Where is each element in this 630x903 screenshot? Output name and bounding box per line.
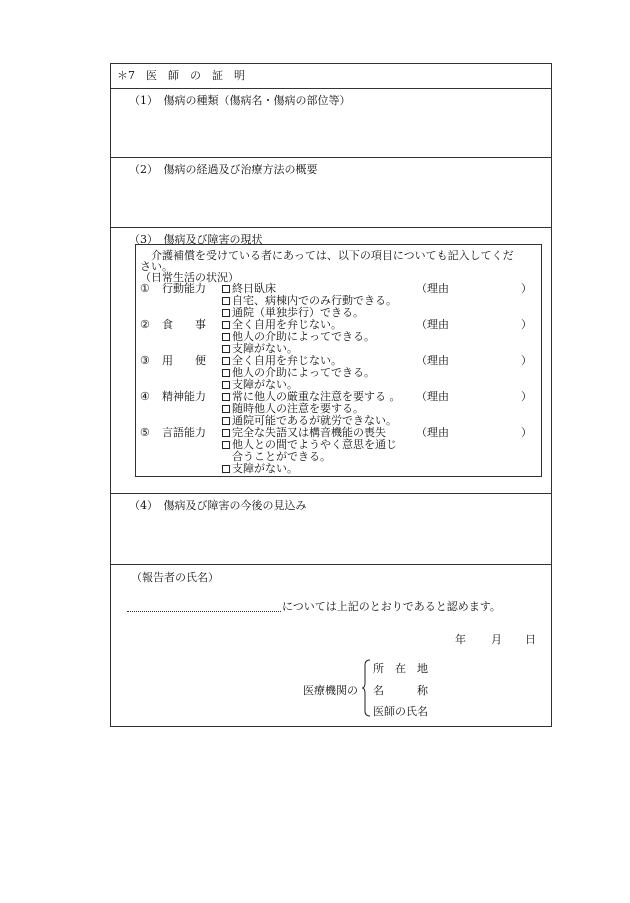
- checkbox-icon: [222, 285, 230, 293]
- reason-close: ）: [521, 282, 532, 295]
- checkbox-icon: [222, 333, 230, 341]
- month-label: 月: [491, 633, 502, 646]
- reason-close: ）: [521, 354, 532, 367]
- reason-close: ）: [521, 426, 532, 439]
- brace-icon: [361, 659, 371, 717]
- section-injury-type[interactable]: [111, 88, 551, 158]
- section-treatment-summary[interactable]: [111, 157, 551, 228]
- reason-label: （理由: [416, 282, 449, 295]
- reason-label: （理由: [416, 354, 449, 367]
- checkbox-icon: [222, 345, 230, 353]
- checkbox-icon: [222, 429, 230, 437]
- section-reporter: [111, 564, 551, 727]
- option-checkbox[interactable]: 他人の介助によってできる。: [222, 331, 375, 343]
- option-checkbox[interactable]: 他人との間でようやく意思を通じ: [222, 439, 397, 451]
- checkbox-icon: [222, 417, 230, 425]
- header-row: [111, 64, 551, 88]
- institution-label: 医療機関の: [303, 684, 358, 697]
- section-current-status-label: （3） 傷病及び障害の現状: [129, 233, 263, 246]
- option-checkbox[interactable]: 全く自用を弁じない。: [222, 355, 342, 367]
- option-checkbox[interactable]: 随時他人の注意を要する。: [222, 403, 364, 415]
- option-checkbox[interactable]: 支障がない。: [222, 463, 298, 475]
- option-checkbox[interactable]: 完全な失語又は構音機能の喪失: [222, 427, 386, 439]
- option-checkbox[interactable]: 通院（単独歩行）できる。: [222, 307, 364, 319]
- item-name: 行動能力: [162, 282, 206, 295]
- option-checkbox[interactable]: 終日臥床: [222, 283, 276, 295]
- checkbox-icon: [222, 369, 230, 377]
- option-continuation: 合うことができる。: [232, 450, 331, 463]
- intro-line-1: 介護補償を受けている者にあっては、以下の項目についても記入してくだ: [140, 249, 514, 262]
- item-number: ④: [140, 390, 150, 403]
- item-number: ①: [140, 282, 150, 295]
- reason-close: ）: [521, 390, 532, 403]
- option-checkbox[interactable]: 他人の介助によってできる。: [222, 367, 375, 379]
- checkbox-icon: [222, 381, 230, 389]
- year-label: 年: [455, 633, 466, 646]
- checkbox-icon: [222, 357, 230, 365]
- certify-text: については上記のとおりであると認めます。: [282, 600, 501, 613]
- daily-life-heading: （日常生活の状況）: [140, 271, 239, 284]
- item-name: 用 便: [162, 354, 206, 367]
- reason-label: （理由: [416, 390, 449, 403]
- option-checkbox[interactable]: 自宅、病棟内でのみ行動できる。: [222, 295, 397, 307]
- checkbox-icon: [222, 405, 230, 413]
- checkbox-icon: [222, 393, 230, 401]
- section-injury-type-label: （1） 傷病の種類（傷病名・傷病の部位等）: [129, 94, 351, 107]
- address-label: 所 在 地: [373, 662, 428, 675]
- doctor-certificate-form: [110, 63, 552, 727]
- section-current-status: [111, 227, 551, 494]
- item-number: ③: [140, 354, 150, 367]
- reason-close: ）: [521, 318, 532, 331]
- item-number: ⑤: [140, 426, 150, 439]
- patient-name-field[interactable]: [127, 611, 281, 612]
- form-title: ＊7 医 師 の 証 明: [117, 69, 245, 82]
- item-name: 言語能力: [162, 426, 206, 439]
- reporter-label: （報告者の氏名）: [131, 571, 219, 584]
- option-checkbox[interactable]: 支障がない。: [222, 343, 298, 355]
- checkbox-icon: [222, 465, 230, 473]
- facility-name-label: 名 称: [373, 684, 428, 697]
- checkbox-icon: [222, 309, 230, 317]
- checkbox-icon: [222, 297, 230, 305]
- reason-label: （理由: [416, 426, 449, 439]
- daily-life-box: [135, 244, 542, 477]
- intro-line-2: さい。: [140, 260, 173, 273]
- item-name: 食 事: [162, 318, 206, 331]
- checkbox-icon: [222, 321, 230, 329]
- item-name: 精神能力: [162, 390, 206, 403]
- option-checkbox[interactable]: 全く自用を弁じない。: [222, 319, 342, 331]
- day-label: 日: [525, 633, 536, 646]
- option-checkbox[interactable]: 支障がない。: [222, 379, 298, 391]
- doctor-name-label: 医師の氏名: [373, 705, 428, 718]
- section-treatment-summary-label: （2） 傷病の経過及び治療方法の概要: [129, 163, 318, 176]
- item-number: ②: [140, 318, 150, 331]
- reason-label: （理由: [416, 318, 449, 331]
- checkbox-icon: [222, 441, 230, 449]
- option-checkbox[interactable]: 常に他人の厳重な注意を要する 。: [222, 391, 401, 403]
- option-checkbox[interactable]: 通院可能であるが就労できない。: [222, 415, 397, 427]
- section-prognosis[interactable]: [111, 493, 551, 565]
- section-prognosis-label: （4） 傷病及び障害の今後の見込み: [129, 499, 307, 512]
